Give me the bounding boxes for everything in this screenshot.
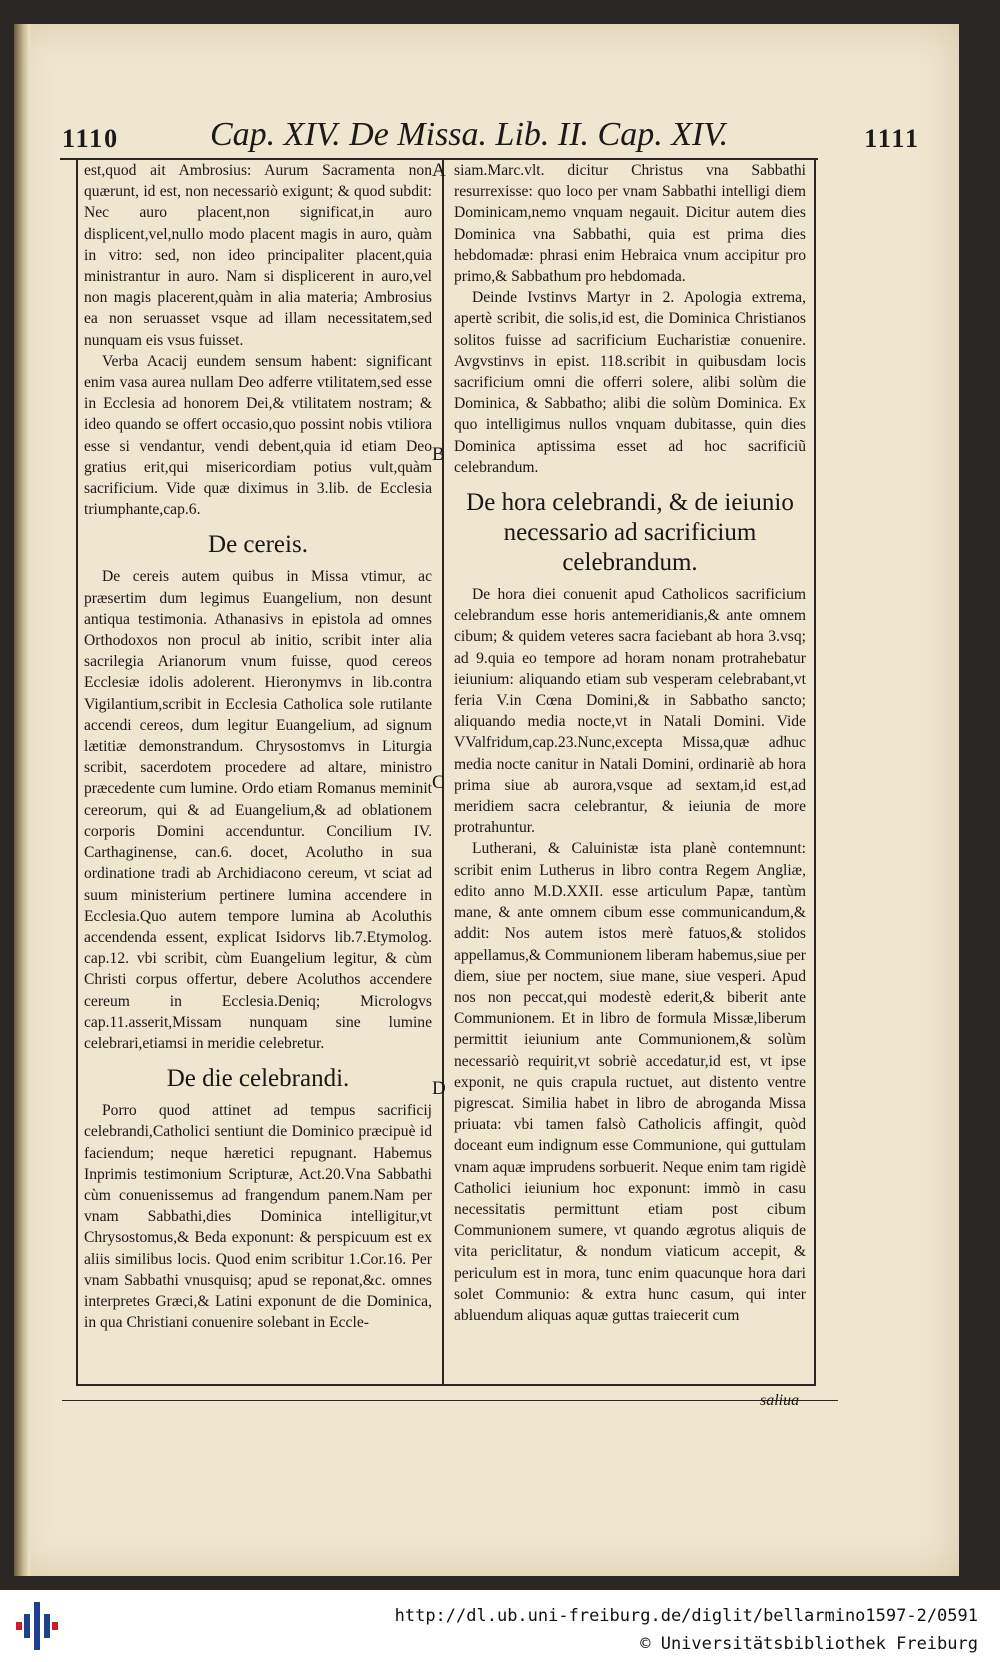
- paragraph: Deinde Ivstinvs Martyr in 2. Apologia extrema, apertè scribit, die solis,id est, die Dominica Christianos solitos fuisse ad sacrificium Eucharistiæ conuenire. Avgvstinvs in epist. 118.scribit in quibusdam locis sacrificium omni die offerri solere, alibi solùm die Dominica, & Sabbatho; alibi die solùm Dominica. Ex quo intelligimus nullos vnquam dubitasse, quin dies Dominica aptissima esset ad hoc sacrificiũ celebrandum.: [454, 289, 806, 476]
- document-url-link[interactable]: http://dl.ub.uni-freiburg.de/diglit/bellarmino1597-2/0591: [394, 1606, 978, 1626]
- paragraph: De hora diei conuenit apud Catholicos sacrificium celebrandum esse horis antemeridianis,& ante omnem cibum; & quidem veteres sacra faciebant ab hora 3.vsq; ad 9.quia eo tempore ad horam nonam protrahebatur ieiunium: aliquando etiam sub vesperam celebrabant,vt feria V.in Cœna Domini,& in Sabbatho sancto; aliquando media nocte,vt in Natali Domini. Vide VValfridum,cap.23.Nunc,excepta Missa,quæ adhuc media nocte canitur in Natali Domini, ordinariè ab hora prima siue ab aurora,vsque ad sextam,id est,ad meridiem sacra celebrantur, & ieiunia de more protrahuntur.: [454, 586, 806, 837]
- margin-letter-c: C: [432, 772, 445, 793]
- library-logo-icon: [14, 1600, 60, 1652]
- left-column: [84, 160, 432, 1333]
- right-column: [454, 160, 806, 1326]
- paragraph: Porro quod attinet ad tempus sacrificij celebrandi,Catholici sentiunt die Dominico præcipuè id faciendum; neque hæretici repugnant. Habemus Inprimis testimonium Scripturæ, Act.20.Vna Sabbathi cùm conuenissemus ad frangendum panem.Nam per vnam Sabbathi,dies Dominica intelligitur,vt Chrysostomus,& Beda exponunt: & perspicuum est ex aliis similibus locis. Quod enim scribitur 1.Cor.16. Per vnam Sabbathi vnusquisq; apud se reponat,&c. omnes interpretes Græci,& Latini exponunt de die Dominica, in qua Christiani conuenire solebant in Eccle-: [84, 1102, 432, 1332]
- running-title: Cap. XIV. De Missa. Lib. II. Cap. XIV.: [210, 116, 729, 153]
- margin-letter-b: B: [432, 444, 445, 465]
- paragraph: est,quod ait Ambrosius: Aurum Sacramenta non quærunt, id est, non necessariò exigunt; & quod subdit: Nec auro placent,non significat,in auro displicent,vel,nullo modo placent magis in auro, quàm in vitro: sed, non ideo principaliter placent,quia ministrantur in auro. Nam si displicerent in auro,vel non magis placerent,quàm in alia materia; Ambrosius ea non seruasset vsque ad illam necessitatem,sed nunquam eis vsus fuisset.: [84, 162, 432, 349]
- viewer-footer: [0, 1590, 1000, 1662]
- paragraph: Verba Acacij eundem sensum habent: significant enim vasa aurea nullam Deo adferre vtilitatem,sed esse in Ecclesia ad honorem Dei,& vtilitatem nostram; & ideo quando se offert occasio,quo possint nobis vtiliora esse si vendantur, vendi debent,quia id etiam Deo gratius erit,qui misericordiam potius vult,quàm sacrificium. Vide quæ diximus in 3.lib. de Ecclesia triumphante,cap.6.: [84, 352, 432, 519]
- bottom-rule: [62, 1400, 838, 1401]
- catchword: saliua: [760, 1392, 800, 1409]
- section-heading: De hora celebrandi, & de ieiunio necessario ad sacrificium celebrandum.: [466, 489, 794, 577]
- paragraph: Lutherani, & Caluinistæ ista planè contemnunt: scribit enim Lutherus in libro contra Regem Angliæ, edito anno M.D.XXII. esse articulum Papæ, tantùm mane, & ante omnem cibum esse communicandum,& addit: Nos autem istos merè fatuos,& stolidos appellamus,& Communionem liberam habemus,siue per diem, siue per noctem, siue mane, siue vesperi. Apud nos non peccat,qui modestè ederit,& biberit ante Communionem. Et in libro de formula Missæ,liberum permittit ieiunium ante Communionem,& solùm necessariò requirit,vt sobriè accedatur,id est, vt ipse exponit, ne quis crapula ructuet, aut distento ventre pigrescat. Similia habet in libro de abroganda Missa priuata: vbi tamen falsò Catholicis affingit, quòd doceant eum indignum esse Communione, qui guttulam vnam aquæ imprudens sorbuerit. Neque enim tam rigidè Catholici ieiunium hoc exponunt: immò in casu necessitatis permittunt etiam post cibum Communionem sumere, vt quando ægrotus aliquis de vita periclitatur, & nondum viaticum accepit, & periculum est in mora, tunc enim quacunque hora dari solet Communio: & extra hunc casum, qui inter abluendum aliquas aquæ guttas traiecerit cum: [454, 840, 806, 1324]
- paragraph: siam.Marc.vlt. dicitur Christus vna Sabbathi resurrexisse: quo loco per vnam Sabbathi intelligi diem Dominicam,nemo vnquam negauit. Dicitur autem dies Dominica vna Sabbathi, quia est prima dies hebdomadæ: phrasi enim Hebraica vnum accipitur pro primo,& Sabbathum pro hebdomada.: [454, 162, 806, 286]
- section-heading: De cereis.: [208, 531, 308, 559]
- page-number-left: 1110: [62, 124, 120, 153]
- copyright-notice: © Universitätsbibliothek Freiburg: [640, 1634, 978, 1654]
- page-number-right: 1111: [864, 124, 920, 153]
- section-heading: De die celebrandi.: [166, 1065, 350, 1093]
- margin-letter-d: D: [432, 1078, 446, 1099]
- margin-letter-a: A: [432, 160, 446, 181]
- running-head: [62, 116, 920, 164]
- paragraph: De cereis autem quibus in Missa vtimur, ac præsertim dum legimus Euangelium, non desunt antiqua testimonia. Athanasivs in epistola ad omnes Orthodoxos non procul ab initio, scribit inter alia sacrilegia Arianorum vnum fuisse, quod cereos Ecclesiæ idolis adolerent. Hieronymvs in lib.contra Vigilantium,scribit in Ecclesia Catholica sole rutilante accendi cereos, dum legitur Euangelium, ad signum lætitiæ demonstrandum. Chrysostomvs in Liturgia scribit, sacerdotem procedere ad altare, ministro præcedente cum lumine. Ordo etiam Romanus meminit cereorum, qui & ad Euangelium,& ad oblationem corporis Domini accenduntur. Concilium IV. Carthaginense, can.6. docet, Acolutho in sua ordinatione tradi ab Archidiacono cereum, vt sciat ad suum ministerium pertinere lumina accendere in Ecclesia.Quo autem tempore lumina ab Acoluthis accendenda essent, explicat Isidorvs lib.7.Etymolog. cap.12. vbi scribit, cùm Euangelium legitur, & cùm Christi corpus offertur, debere Acoluthos accendere cereum in Ecclesia.Deniq; Micrologvs cap.11.asserit,Missam nunquam sine lumine celebrari,etiamsi in meridie celebretur.: [84, 568, 432, 1052]
- page-spine-shadow: [14, 24, 30, 1576]
